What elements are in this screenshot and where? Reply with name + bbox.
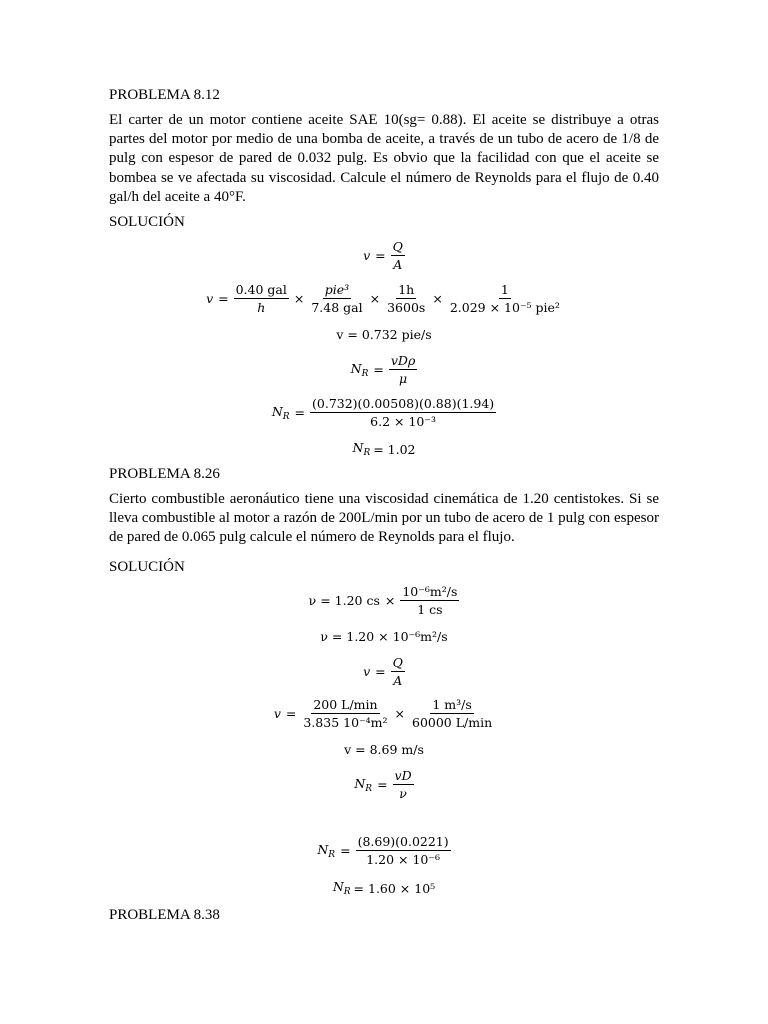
equation-reynolds-result: $N_R$ = 1.60 × 10⁵ (332, 879, 436, 897)
equation-reynolds-calculation: $N_R$ = $\frac{(8.69)(0.0221)}{\text{1.20 × 10⁻⁶}}$ (317, 834, 449, 867)
equation-velocity-calculation: v = $\frac{200 L/\min}{\text{3.835 10⁻⁴m²}}$ × $\frac{\text{1 m³/s}}{60000 L/\min}$ (273, 697, 493, 730)
equation-velocity-calculation: v = $\frac{\text{0.40 gal}}{h}$ × $\frac{\text{pie³}}{\text{7.48 gal}}$ × $\frac{1h}{3600s}$ × $\frac{1}{\text{2.029 × 10⁻⁵ pie²}}$ (206, 282, 560, 315)
equation-viscosity-result: ν = 1.20 × 10⁻⁶m²/s (320, 629, 448, 644)
problem-heading: PROBLEMA 8.12 (109, 87, 220, 103)
equation-reynolds-definition: $N_R$ = $\frac{vD}{\nu}$ (354, 768, 412, 801)
equation-velocity-result: v = 0.732 pie/s (336, 327, 432, 342)
equation-velocity-result: v = 8.69 m/s (344, 742, 424, 757)
equation-velocity-definition: v = $\frac{Q}{A}$ (363, 239, 403, 272)
solution-label: SOLUCIÓN (109, 214, 185, 230)
equation-viscosity-conversion: ν = 1.20 cs × $\frac{\text{10⁻⁶m²/s}}{1 cs}$ (308, 584, 458, 617)
problem-statement: Cierto combustible aeronáutico tiene una viscosidad cinemática de 1.20 centistokes. Si se lleva combustible al motor a razón de 200L/min por un tubo de acero de 1 pulg con espesor de pared de 0.065 pulg calcule el número de Reynolds para el flujo. (109, 491, 659, 546)
equation-reynolds-result: $N_R$ = 1.02 (352, 440, 416, 458)
problem-heading: PROBLEMA 8.26 (109, 466, 220, 482)
equation-reynolds-definition: $N_R$ = $\frac{\text{vDρ}}{\mu}$ (350, 353, 416, 386)
equation-velocity-definition: v = $\frac{Q}{A}$ (363, 655, 403, 688)
problem-statement: El carter de un motor contiene aceite SAE 10(sg= 0.88). El aceite se distribuye a otras partes del motor por medio de una bomba de aceite, a través de un tubo de acero de 1/8 de pulg con espesor de pared de 0.032 pulg. Es obvio que la facilidad con que el aceite se bombea se ve afectada su viscosidad. Calcule el número de Reynolds para el flujo de 0.40 gal/h del aceite a 40°F. (109, 112, 659, 205)
solution-label: SOLUCIÓN (109, 559, 185, 575)
problem-heading: PROBLEMA 8.38 (109, 907, 220, 923)
equation-reynolds-calculation: $N_R$ = $\frac{(0.732)(0.00508)(0.88)(1.94)}{\text{6.2 × 10⁻³}}$ (271, 396, 495, 429)
